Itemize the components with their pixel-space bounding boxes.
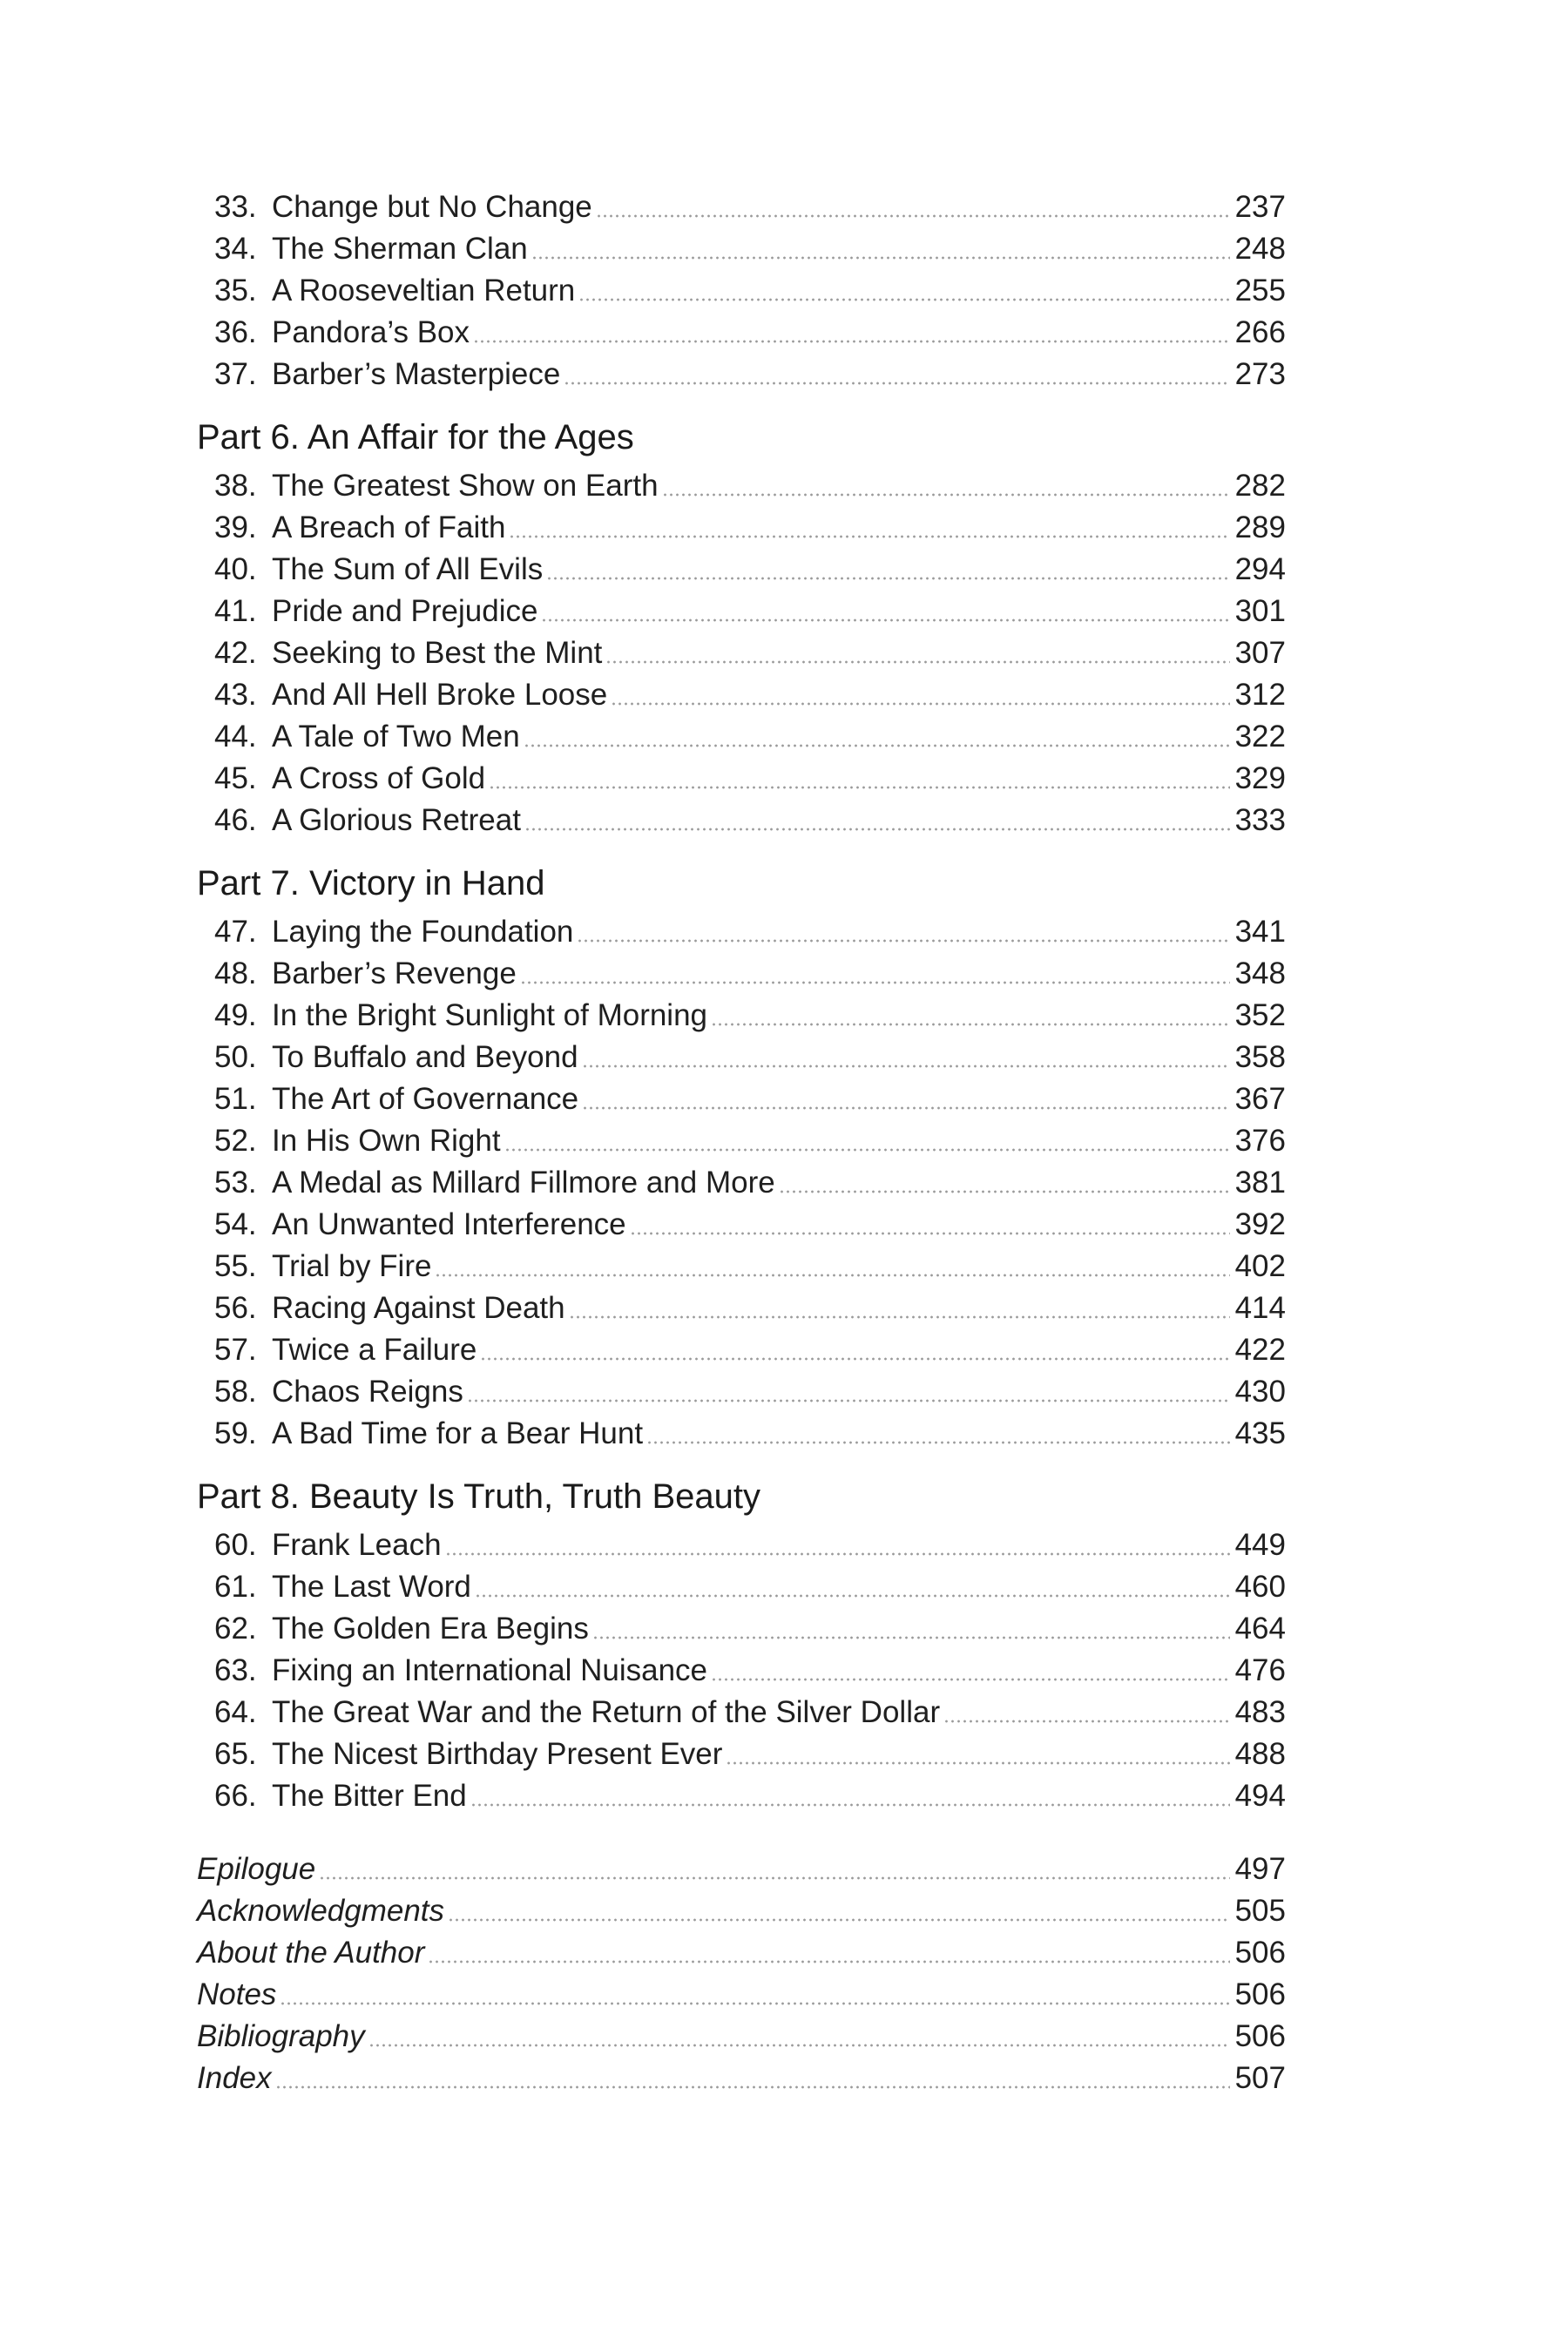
page-number: 506 bbox=[1234, 1977, 1286, 2011]
chapter-number: 45. bbox=[214, 761, 257, 795]
toc-entry[interactable] bbox=[197, 312, 1286, 354]
chapter-title: The Great War and the Return of the Silver Dollar bbox=[272, 1695, 941, 1729]
chapter-title: Pride and Prejudice bbox=[272, 594, 538, 628]
page-number: 449 bbox=[1234, 1528, 1286, 1562]
dot-leader bbox=[473, 338, 1230, 345]
back-matter-title: About the Author bbox=[197, 1936, 425, 1970]
chapter-title: Laying the Foundation bbox=[272, 915, 574, 949]
chapter-number: 47. bbox=[214, 915, 257, 949]
chapter-title: The Art of Governance bbox=[272, 1082, 579, 1116]
dot-leader bbox=[368, 2042, 1230, 2049]
dot-leader bbox=[319, 1875, 1229, 1882]
page-number: 352 bbox=[1234, 998, 1286, 1032]
back-matter-title: Index bbox=[197, 2061, 272, 2095]
page-number: 255 bbox=[1234, 274, 1286, 308]
toc-entry[interactable] bbox=[197, 911, 1286, 953]
back-matter-title: Epilogue bbox=[197, 1852, 316, 1886]
toc-entry[interactable] bbox=[197, 1608, 1286, 1650]
page-number: 376 bbox=[1234, 1124, 1286, 1158]
chapter-title: Frank Leach bbox=[272, 1528, 442, 1562]
page-number: 506 bbox=[1234, 1936, 1286, 1970]
page-number: 341 bbox=[1234, 915, 1286, 949]
page-number: 483 bbox=[1234, 1695, 1286, 1729]
page-number: 358 bbox=[1234, 1040, 1286, 1074]
toc-entry[interactable] bbox=[197, 1288, 1286, 1329]
dot-leader bbox=[504, 1146, 1230, 1153]
page-number: 460 bbox=[1234, 1570, 1286, 1604]
page-number: 430 bbox=[1234, 1375, 1286, 1409]
dot-leader bbox=[605, 659, 1229, 666]
chapter-number: 38. bbox=[214, 469, 257, 503]
toc-entry[interactable] bbox=[197, 1734, 1286, 1775]
dot-leader bbox=[475, 1592, 1230, 1599]
chapter-number: 60. bbox=[214, 1528, 257, 1562]
toc-section bbox=[197, 413, 1286, 841]
dot-leader bbox=[943, 1718, 1229, 1725]
toc-entry[interactable] bbox=[197, 716, 1286, 758]
chapter-number: 53. bbox=[214, 1166, 257, 1200]
chapter-title: Barber’s Masterpiece bbox=[272, 357, 561, 391]
toc-entry[interactable] bbox=[197, 1566, 1286, 1608]
toc-entry[interactable] bbox=[197, 465, 1286, 507]
toc-entry[interactable] bbox=[197, 2016, 1286, 2058]
dot-leader bbox=[564, 380, 1229, 387]
chapter-title: Trial by Fire bbox=[272, 1249, 432, 1283]
chapter-number: 37. bbox=[214, 357, 257, 391]
dot-leader bbox=[578, 296, 1229, 303]
toc-entry[interactable] bbox=[197, 1848, 1286, 1890]
chapter-number: 57. bbox=[214, 1333, 257, 1367]
page-number: 301 bbox=[1234, 594, 1286, 628]
dot-leader bbox=[509, 533, 1229, 540]
table-of-contents bbox=[197, 186, 1286, 2099]
dot-leader bbox=[662, 491, 1230, 498]
page-number: 289 bbox=[1234, 510, 1286, 544]
chapter-title: An Unwanted Interference bbox=[272, 1207, 626, 1241]
toc-section bbox=[197, 186, 1286, 395]
dot-leader bbox=[596, 213, 1230, 220]
chapter-title: And All Hell Broke Loose bbox=[272, 678, 608, 712]
page-number: 348 bbox=[1234, 956, 1286, 990]
dot-leader bbox=[646, 1439, 1230, 1446]
page-number: 266 bbox=[1234, 315, 1286, 349]
chapter-title: Fixing an International Nuisance bbox=[272, 1653, 708, 1687]
toc-section bbox=[197, 1472, 1286, 1817]
toc-entry[interactable] bbox=[197, 591, 1286, 632]
back-matter bbox=[197, 1848, 1286, 2099]
chapter-number: 65. bbox=[214, 1737, 257, 1771]
toc-entry[interactable] bbox=[197, 1078, 1286, 1120]
chapter-title: The Sum of All Evils bbox=[272, 552, 544, 586]
chapter-title: To Buffalo and Beyond bbox=[272, 1040, 578, 1074]
chapter-title: The Greatest Show on Earth bbox=[272, 469, 659, 503]
page-number: 282 bbox=[1234, 469, 1286, 503]
page-number: 435 bbox=[1234, 1416, 1286, 1450]
toc-entry[interactable] bbox=[197, 2058, 1286, 2099]
chapter-number: 64. bbox=[214, 1695, 257, 1729]
chapter-number: 56. bbox=[214, 1291, 257, 1325]
chapter-number: 66. bbox=[214, 1779, 257, 1813]
dot-leader bbox=[428, 1958, 1229, 1965]
dot-leader bbox=[711, 1676, 1230, 1683]
page-number: 414 bbox=[1234, 1291, 1286, 1325]
page-number: 237 bbox=[1234, 190, 1286, 224]
toc-entry[interactable] bbox=[197, 1524, 1286, 1566]
chapter-title: A Cross of Gold bbox=[272, 761, 486, 795]
toc-entry[interactable] bbox=[197, 270, 1286, 312]
toc-entry[interactable] bbox=[197, 354, 1286, 395]
page-number: 494 bbox=[1234, 1779, 1286, 1813]
page-number: 488 bbox=[1234, 1737, 1286, 1771]
toc-entry[interactable] bbox=[197, 674, 1286, 716]
chapter-number: 40. bbox=[214, 552, 257, 586]
chapter-title: A Bad Time for a Bear Hunt bbox=[272, 1416, 644, 1450]
dot-leader bbox=[592, 1634, 1230, 1641]
toc-entry[interactable] bbox=[197, 995, 1286, 1037]
chapter-number: 44. bbox=[214, 720, 257, 754]
page-number: 381 bbox=[1234, 1166, 1286, 1200]
toc-entry[interactable] bbox=[197, 186, 1286, 228]
chapter-number: 52. bbox=[214, 1124, 257, 1158]
chapter-title: The Nicest Birthday Present Ever bbox=[272, 1737, 723, 1771]
dot-leader bbox=[480, 1355, 1229, 1362]
dot-leader bbox=[467, 1397, 1230, 1404]
dot-leader bbox=[531, 254, 1230, 261]
chapter-number: 34. bbox=[214, 232, 257, 266]
toc-entry[interactable] bbox=[197, 1413, 1286, 1455]
toc-entry[interactable] bbox=[197, 1246, 1286, 1288]
page-number: 506 bbox=[1234, 2019, 1286, 2053]
page-number: 392 bbox=[1234, 1207, 1286, 1241]
chapter-number: 55. bbox=[214, 1249, 257, 1283]
toc-entry[interactable] bbox=[197, 1120, 1286, 1162]
dot-leader bbox=[630, 1230, 1230, 1237]
chapter-title: In His Own Right bbox=[272, 1124, 501, 1158]
page-number: 505 bbox=[1234, 1894, 1286, 1928]
toc-entry[interactable] bbox=[197, 507, 1286, 549]
chapter-title: A Tale of Two Men bbox=[272, 720, 520, 754]
chapter-title: The Golden Era Begins bbox=[272, 1612, 589, 1646]
dot-leader bbox=[541, 617, 1229, 624]
toc-entry[interactable] bbox=[197, 1371, 1286, 1413]
dot-leader bbox=[524, 826, 1230, 833]
page-number: 507 bbox=[1234, 2061, 1286, 2095]
chapter-title: Twice a Failure bbox=[272, 1333, 477, 1367]
chapter-title: The Bitter End bbox=[272, 1779, 467, 1813]
chapter-number: 46. bbox=[214, 803, 257, 837]
toc-entry[interactable] bbox=[197, 758, 1286, 800]
toc-entry[interactable] bbox=[197, 632, 1286, 674]
dot-leader bbox=[726, 1760, 1229, 1767]
chapter-number: 58. bbox=[214, 1375, 257, 1409]
page-number: 476 bbox=[1234, 1653, 1286, 1687]
back-matter-title: Acknowledgments bbox=[197, 1894, 445, 1928]
chapter-number: 33. bbox=[214, 190, 257, 224]
page-number: 497 bbox=[1234, 1852, 1286, 1886]
toc-entry[interactable] bbox=[197, 800, 1286, 841]
dot-leader bbox=[470, 1801, 1230, 1808]
chapter-title: Racing Against Death bbox=[272, 1291, 565, 1325]
chapter-title: A Rooseveltian Return bbox=[272, 274, 576, 308]
dot-leader bbox=[445, 1551, 1230, 1558]
dot-leader bbox=[520, 979, 1230, 986]
dot-leader bbox=[711, 1021, 1230, 1028]
dot-leader bbox=[524, 742, 1230, 749]
chapter-number: 62. bbox=[214, 1612, 257, 1646]
part-heading[interactable]: Part 8. Beauty Is Truth, Truth Beauty bbox=[197, 1477, 760, 1516]
dot-leader bbox=[611, 700, 1229, 707]
part-heading[interactable]: Part 6. An Affair for the Ages bbox=[197, 418, 634, 456]
toc-entry[interactable] bbox=[197, 1329, 1286, 1371]
chapter-number: 39. bbox=[214, 510, 257, 544]
chapter-number: 63. bbox=[214, 1653, 257, 1687]
dot-leader bbox=[779, 1188, 1230, 1195]
toc-entry[interactable] bbox=[197, 1162, 1286, 1204]
toc-entry[interactable] bbox=[197, 1204, 1286, 1246]
page-number: 322 bbox=[1234, 720, 1286, 754]
back-matter-title: Notes bbox=[197, 1977, 277, 2011]
dot-leader bbox=[577, 937, 1229, 944]
chapter-number: 50. bbox=[214, 1040, 257, 1074]
page-number: 294 bbox=[1234, 552, 1286, 586]
page-number: 333 bbox=[1234, 803, 1286, 837]
page-number: 329 bbox=[1234, 761, 1286, 795]
chapter-title: A Breach of Faith bbox=[272, 510, 506, 544]
chapter-title: A Glorious Retreat bbox=[272, 803, 521, 837]
toc-entry[interactable] bbox=[197, 1692, 1286, 1734]
chapter-number: 48. bbox=[214, 956, 257, 990]
toc-entry[interactable] bbox=[197, 1974, 1286, 2016]
chapter-title: Seeking to Best the Mint bbox=[272, 636, 603, 670]
chapter-title: In the Bright Sunlight of Morning bbox=[272, 998, 708, 1032]
chapter-title: The Sherman Clan bbox=[272, 232, 528, 266]
page-number: 402 bbox=[1234, 1249, 1286, 1283]
chapter-number: 41. bbox=[214, 594, 257, 628]
toc-entry[interactable] bbox=[197, 228, 1286, 270]
dot-leader bbox=[569, 1314, 1230, 1321]
chapter-number: 54. bbox=[214, 1207, 257, 1241]
chapter-number: 43. bbox=[214, 678, 257, 712]
page-number: 273 bbox=[1234, 357, 1286, 391]
part-heading[interactable]: Part 7. Victory in Hand bbox=[197, 864, 545, 902]
chapter-number: 61. bbox=[214, 1570, 257, 1604]
dot-leader bbox=[448, 1916, 1230, 1923]
chapter-number: 35. bbox=[214, 274, 257, 308]
chapter-title: Chaos Reigns bbox=[272, 1375, 463, 1409]
page-number: 307 bbox=[1234, 636, 1286, 670]
toc-entry[interactable] bbox=[197, 953, 1286, 995]
chapter-number: 36. bbox=[214, 315, 257, 349]
chapter-number: 51. bbox=[214, 1082, 257, 1116]
chapter-number: 49. bbox=[214, 998, 257, 1032]
dot-leader bbox=[582, 1105, 1229, 1112]
chapter-number: 42. bbox=[214, 636, 257, 670]
dot-leader bbox=[435, 1272, 1229, 1279]
dot-leader bbox=[275, 2084, 1230, 2091]
page-number: 422 bbox=[1234, 1333, 1286, 1367]
chapter-title: Pandora’s Box bbox=[272, 315, 470, 349]
dot-leader bbox=[582, 1063, 1230, 1070]
toc-section bbox=[197, 859, 1286, 1455]
back-matter-title: Bibliography bbox=[197, 2019, 365, 2053]
page-number: 367 bbox=[1234, 1082, 1286, 1116]
toc-entry[interactable] bbox=[197, 1775, 1286, 1817]
toc-entry[interactable] bbox=[197, 1037, 1286, 1078]
chapter-title: Barber’s Revenge bbox=[272, 956, 517, 990]
page-number: 464 bbox=[1234, 1612, 1286, 1646]
dot-leader bbox=[546, 575, 1229, 582]
dot-leader bbox=[489, 784, 1229, 791]
page-number: 312 bbox=[1234, 678, 1286, 712]
page-number: 248 bbox=[1234, 232, 1286, 266]
chapter-title: The Last Word bbox=[272, 1570, 471, 1604]
dot-leader bbox=[280, 2000, 1229, 2007]
toc-entry[interactable] bbox=[197, 1650, 1286, 1692]
chapter-title: Change but No Change bbox=[272, 190, 592, 224]
chapter-title: A Medal as Millard Fillmore and More bbox=[272, 1166, 775, 1200]
toc-entry[interactable] bbox=[197, 549, 1286, 591]
toc-entry[interactable] bbox=[197, 1890, 1286, 1932]
toc-entry[interactable] bbox=[197, 1932, 1286, 1974]
chapter-number: 59. bbox=[214, 1416, 257, 1450]
